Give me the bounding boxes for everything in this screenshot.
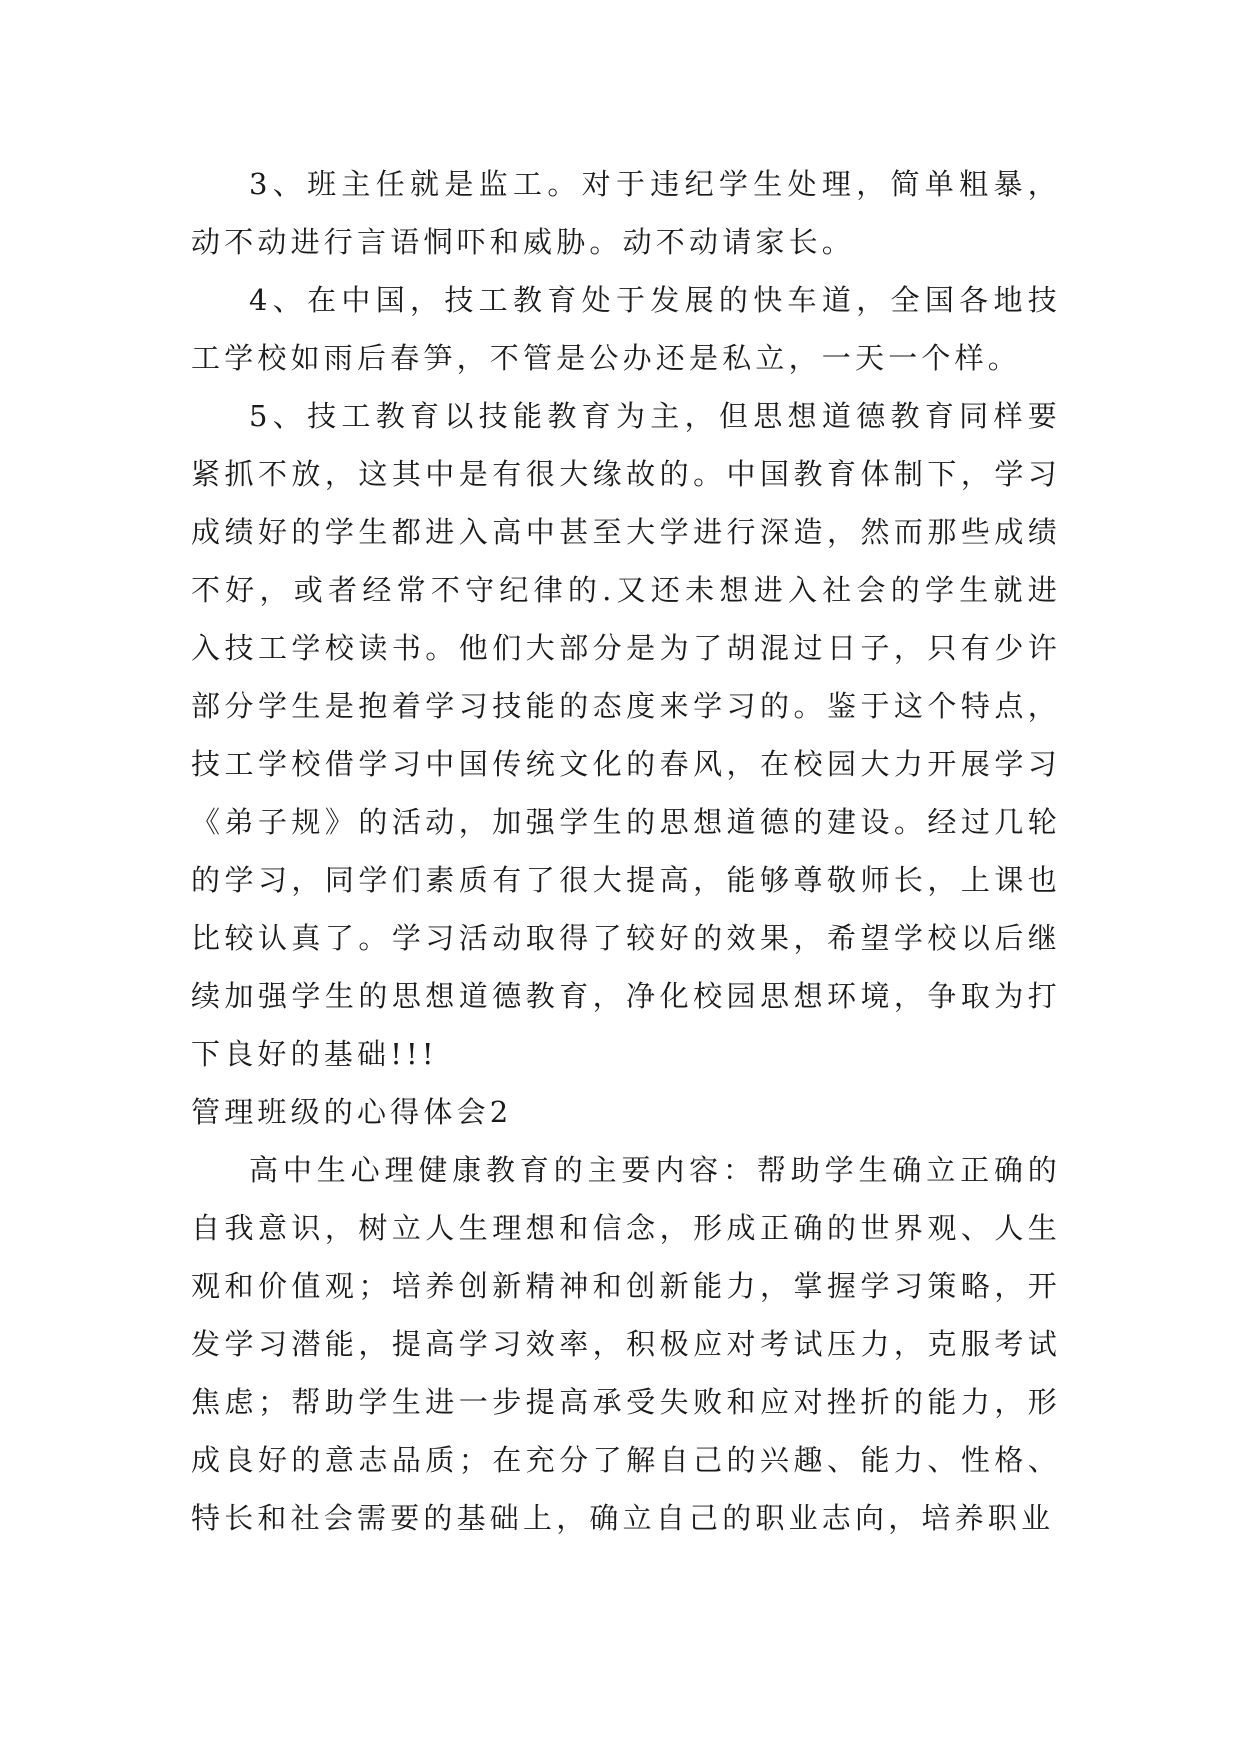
section-paragraph: 高中生心理健康教育的主要内容：帮助学生确立正确的自我意识，树立人生理想和信念，形成正确的世界观、人生观和价值观；培养创新精神和创新能力，掌握学习策略，开发学习潜能，提高学习效率，积极应对考试压力，克服考试焦虑；帮助学生进一步提高承受失败和应对挫折的能力，形成良好的意志品质；在充分了解自己的兴趣、能力、性格、特长和社会需要的基础上，确立自己的职业志向，培养职业 [191,1153,1061,1535]
section-heading: 管理班级的心得体会2 [191,1095,513,1129]
paragraph-item-5: 5、技工教育以技能教育为主，但思想道德教育同样要紧抓不放，这其中是有很大缘故的。中国教育体制下，学习成绩好的学生都进入高中甚至大学进行深造，然而那些成绩不好，或者经常不守纪律的.又还未想进入社会的学生就进入技工学校读书。他们大部分是为了胡混过日子，只有少许部分学生是抱着学习技能的态度来学习的。鉴于这个特点，技工学校借学习中国传统文化的春风，在校园大力开展学习《弟子规》的活动，加强学生的思想道德的建设。经过几轮的学习，同学们素质有了很大提高，能够尊敬师长，上课也比较认真了。学习活动取得了较好的效果，希望学校以后继续加强学生的思想道德教育，净化校园思想环境，争取为打下良好的基础!!! [191,399,1061,1071]
document-page [191,155,1061,1547]
paragraph-item-4: 4、在中国，技工教育处于发展的快车道，全国各地技工学校如雨后春笋，不管是公办还是私立，一天一个样。 [191,283,1061,375]
paragraph-item-3: 3、班主任就是监工。对于违纪学生处理，简单粗暴，动不动进行言语恫吓和威胁。动不动请家长。 [191,167,1061,259]
